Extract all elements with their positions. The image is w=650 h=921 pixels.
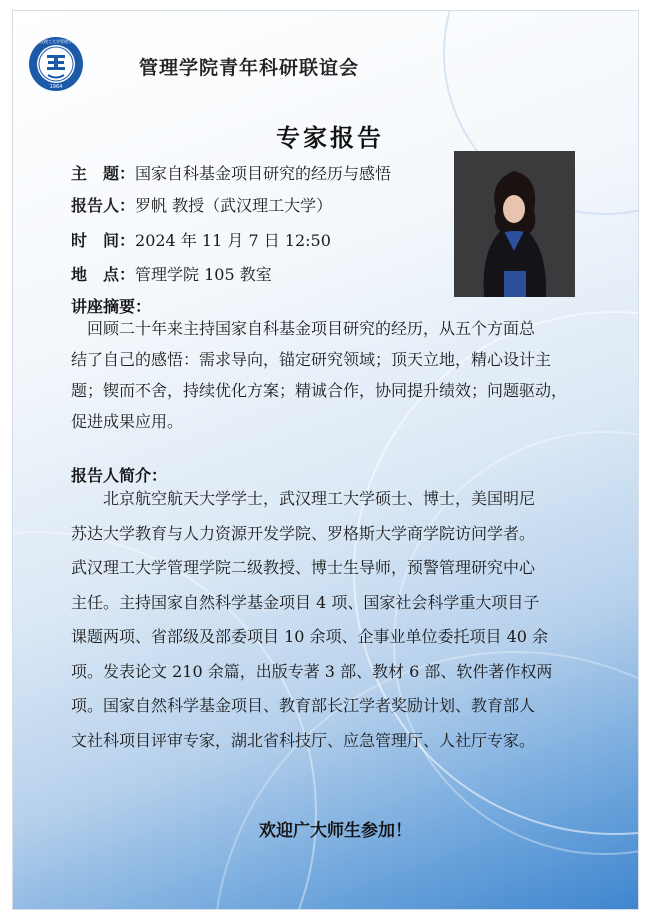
logo-text: 武汉理工大学管理学院 (36, 39, 76, 44)
bio-line: 项。发表论文 210 余篇，出版专著 3 部、教材 6 部、软件著作权两 (71, 661, 553, 681)
abstract-line: 促进成果应用。 (71, 412, 184, 431)
bio-line: 项。国家自然科学基金项目、教育部长江学者奖励计划、教育部人 (71, 696, 536, 715)
place-value: 管理学院 105 教室 (135, 265, 272, 284)
abstract-paragraph (71, 313, 591, 437)
bio-line: 主任。主持国家自然科学基金项目 4 项、国家社会科学重大项目子 (71, 592, 540, 612)
logo-year: 1964 (49, 84, 63, 90)
info-place (71, 262, 272, 285)
abstract-heading: 讲座摘要： (71, 297, 152, 316)
abstract-line: 结了自己的感悟：需求导向，锚定研究领域；顶天立地，精心设计主 (71, 350, 552, 369)
page-title: 专家报告 (276, 123, 384, 152)
bio-paragraph (71, 482, 591, 758)
welcome-text: 欢迎广大师生参加！ (259, 821, 412, 841)
bio-line: 北京航空航天大学学士，武汉理工大学硕士、博士，美国明尼 (71, 489, 536, 508)
bio-line: 苏达大学教育与人力资源开发学院、罗格斯大学商学院访问学者。 (71, 523, 536, 543)
abstract-line: 回顾二十年来主持国家自科基金项目研究的经历，从五个方面总 (71, 319, 536, 338)
university-logo-icon (27, 35, 85, 93)
bio-line: 文社科项目评审专家，湖北省科技厅、应急管理厅、人社厅专家。 (71, 730, 536, 750)
speaker-value: 罗帆 教授（武汉理工大学） (135, 196, 333, 215)
org-title: 管理学院青年科研联谊会 (139, 57, 360, 79)
abstract-line: 题；锲而不舍，持续优化方案；精诚合作，协同提升绩效；问题驱动， (71, 381, 568, 400)
speaker-label: 报告人： (71, 196, 136, 215)
topic-label: 主 题： (71, 164, 136, 183)
info-speaker (71, 193, 332, 216)
bio-line: 课题两项、省部级及部委项目 10 余项、企事业单位委托项目 40 余 (71, 627, 549, 646)
topic-value: 国家自科基金项目研究的经历与感悟 (135, 164, 392, 183)
bio-line: 武汉理工大学管理学院二级教授、博士生导师，预警管理研究中心 (71, 558, 536, 577)
speaker-photo (454, 151, 575, 297)
info-topic (71, 161, 391, 184)
poster (12, 10, 639, 910)
place-label: 地 点： (71, 265, 136, 284)
info-time (71, 228, 331, 251)
time-value: 2024 年 11 月 7 日 12:50 (135, 231, 331, 250)
bio-heading: 报告人简介： (71, 466, 168, 485)
time-label: 时 间： (71, 231, 136, 250)
